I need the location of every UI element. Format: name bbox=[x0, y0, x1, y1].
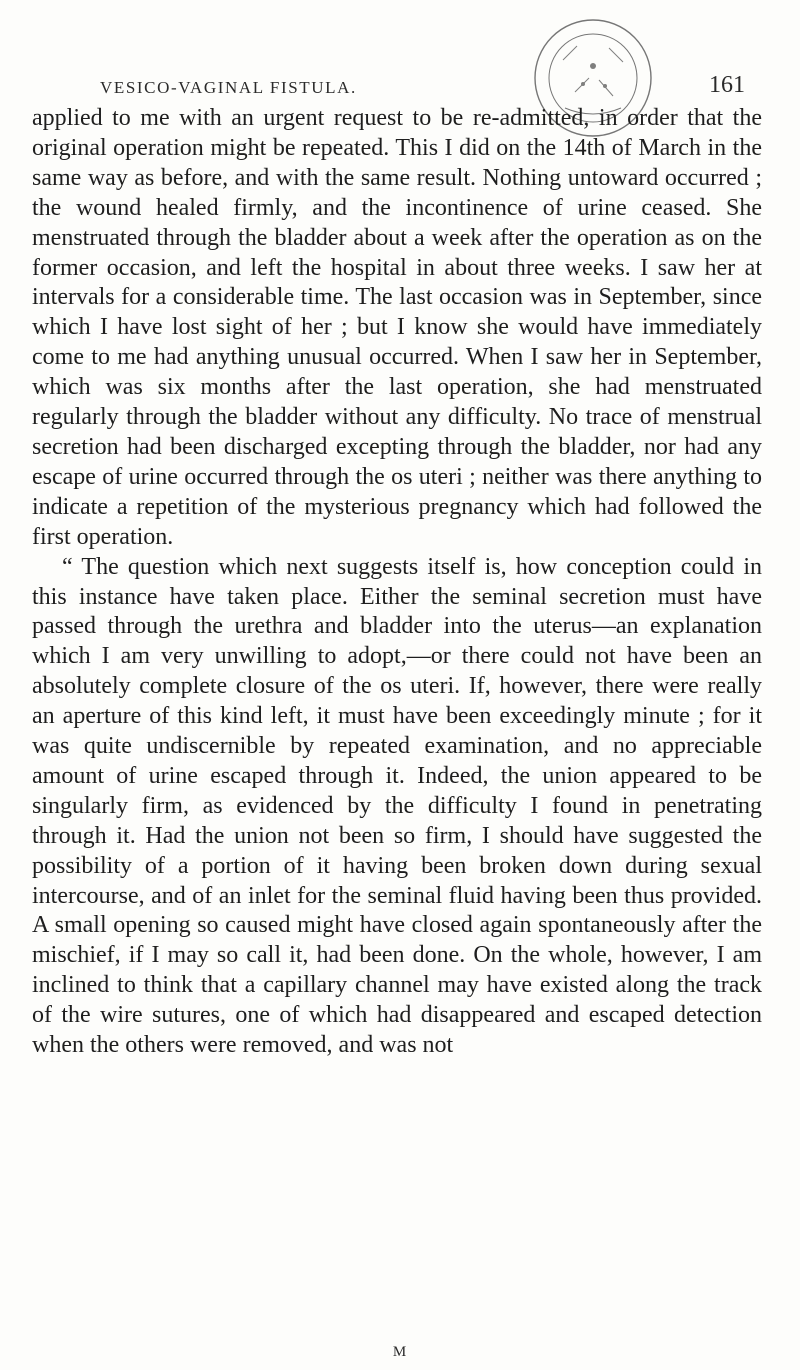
running-head bbox=[100, 72, 745, 102]
paragraph-2: “ The question which next suggests itself is, how conception could in this instance have taken place. Either the seminal secretion must have passed through the urethra and bladder into the uterus—an explanation which I am very unwilling to adopt,—or there could not have been an absolutely complete closure of the os uteri. If, however, there were really an aperture of this kind left, it must have been exceedingly minute ; for it was quite undiscernible by repeated examination, and no appreciable amount of urine escaped through it. Indeed, the union appeared to be singularly firm, as evidenced by the difficulty I found in penetrating through it. Had the union not been so firm, I should have suggested the possibility of a portion of it having been broken down during sexual intercourse, and of an inlet for the seminal fluid having been thus provided. A small opening so caused might have closed again spontaneously after the mischief, if I may so call it, had been done. On the whole, however, I am inclined to think that a capillary channel may have existed along the track of the wire sutures, one of which had disappeared and escaped detection when the others were removed, and was not bbox=[32, 553, 762, 1059]
paragraph-1: applied to me with an urgent request to be re-admitted, in order that the original operation might be repeated. This I did on the 14th of March in the same way as before, and with the same result. Nothing untoward occurred ; the wound healed firmly, and the incontinence of urine ceased. She menstruated through the bladder about a week after the operation as on the former occasion, and left the hospital in about three weeks. I saw her at intervals for a considerable time. The last occasion was in September, since which I have lost sight of her ; but I know she would have immediately come to me had anything unusual occurred. When I saw her in September, which was six months after the last operation, she had menstruated regularly through the bladder without any difficulty. No trace of menstrual secretion had been discharged excepting through the bladder, nor had any escape of urine occurred through the os uteri ; neither was there anything to indicate a repetition of the mysterious pregnancy which had followed the first operation. bbox=[32, 105, 762, 550]
page-number: 161 bbox=[709, 72, 745, 98]
signature-mark: M bbox=[392, 1344, 408, 1360]
running-title: VESICO-VAGINAL FISTULA. bbox=[100, 78, 357, 97]
body-text bbox=[32, 104, 762, 1061]
